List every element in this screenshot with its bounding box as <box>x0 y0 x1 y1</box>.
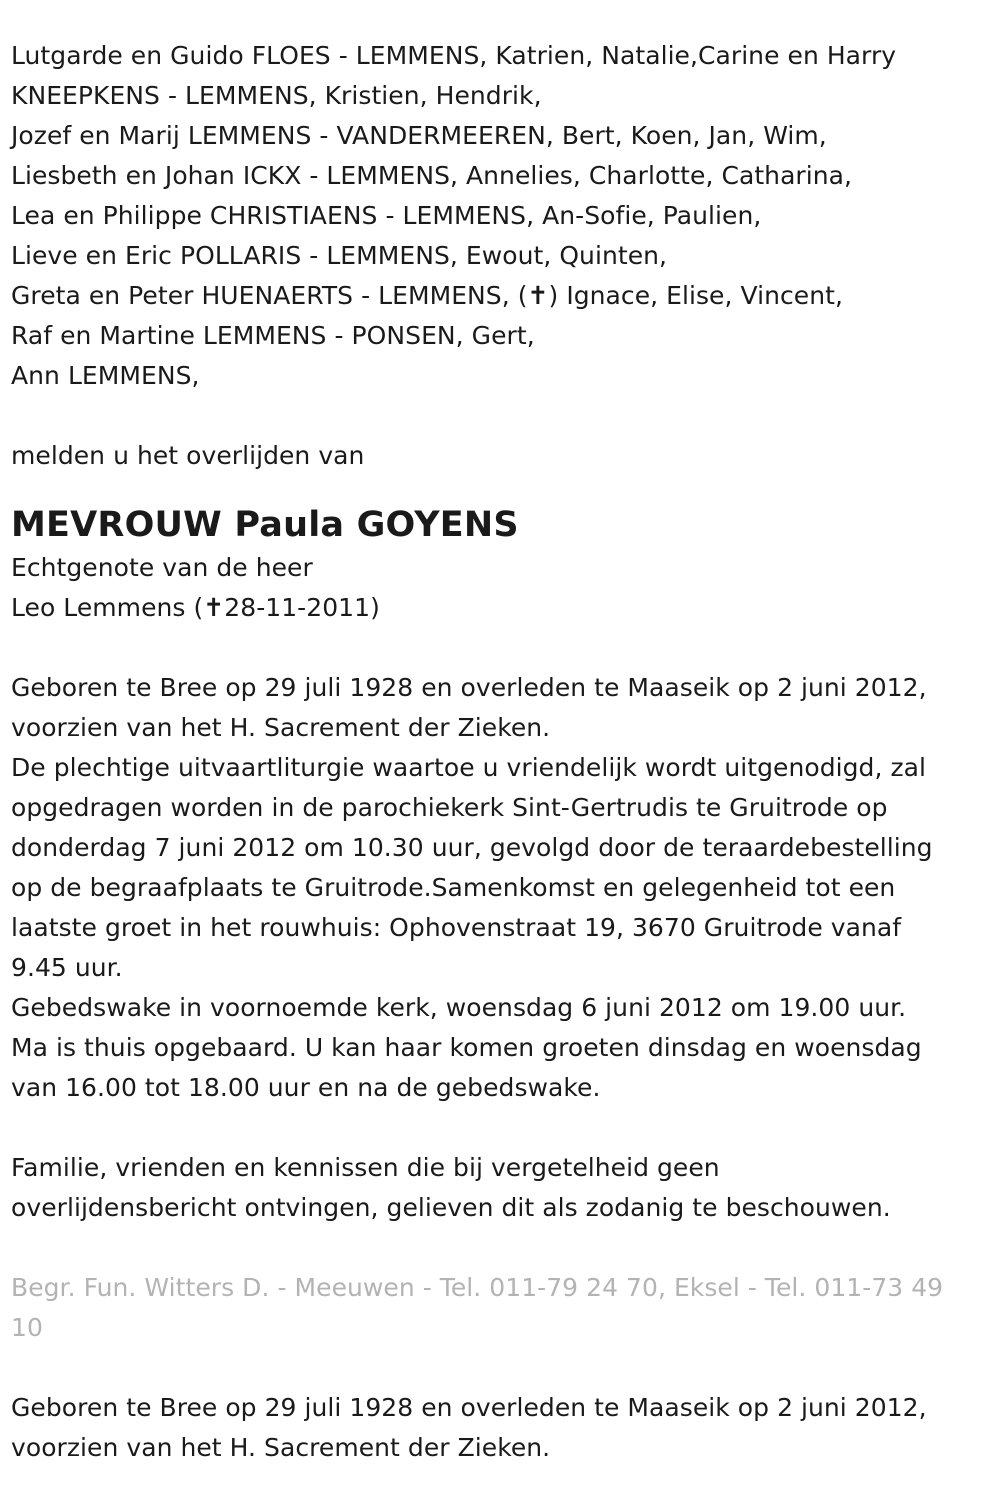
details-line: Geboren te Bree op 29 juli 1928 en overleden te Maaseik op 2 juni 2012, <box>11 673 927 702</box>
spacer <box>11 1348 1000 1388</box>
details-line: voorzien van het H. Sacrement der Zieken. <box>11 713 551 742</box>
notice-line: Familie, vrienden en kennissen die bij vergetelheid geen <box>11 1153 720 1182</box>
details-line: De plechtige uitvaartliturgie waartoe u vriendelijk wordt uitgenodigd, zal <box>11 753 926 782</box>
repeat-line: voorzien van het H. Sacrement der Zieken. <box>11 1433 551 1462</box>
notice-paragraph <box>11 1148 1000 1228</box>
spacer <box>11 1108 1000 1148</box>
details-line: 9.45 uur. <box>11 953 123 982</box>
family-list <box>11 36 1000 396</box>
funeral-home-info <box>11 1268 1000 1348</box>
spouse-line: Leo Lemmens (✝28-11-2011) <box>11 593 380 622</box>
family-line: Greta en Peter HUENAERTS - LEMMENS, (✝) Ignace, Elise, Vincent, <box>11 281 843 310</box>
funeral-details <box>11 668 1000 1108</box>
family-line: Liesbeth en Johan ICKX - LEMMENS, Annelies, Charlotte, Catharina, <box>11 161 853 190</box>
family-line: Lutgarde en Guido FLOES - LEMMENS, Katrien, Natalie,Carine en Harry <box>11 41 897 70</box>
family-line: Ann LEMMENS, <box>11 361 200 390</box>
announcement-text: melden u het overlijden van <box>11 441 365 470</box>
notice-line: overlijdensbericht ontvingen, gelieven dit als zodanig te beschouwen. <box>11 1193 891 1222</box>
details-line: laatste groet in het rouwhuis: Ophovenstraat 19, 3670 Gruitrode vanaf <box>11 913 902 942</box>
family-line: Lieve en Eric POLLARIS - LEMMENS, Ewout, Quinten, <box>11 241 668 270</box>
details-line: op de begraafplaats te Gruitrode.Samenkomst en gelegenheid tot een <box>11 873 896 902</box>
spacer <box>11 628 1000 668</box>
details-line: Ma is thuis opgebaard. U kan haar komen groeten dinsdag en woensdag <box>11 1033 922 1062</box>
spacer <box>11 1228 1000 1268</box>
spacer <box>11 396 1000 436</box>
details-line: Gebedswake in voornoemde kerk, woensdag 6 juni 2012 om 19.00 uur. <box>11 993 907 1022</box>
funeral-home-line: 10 <box>11 1313 43 1342</box>
details-line: donderdag 7 juni 2012 om 10.30 uur, gevolgd door de teraardebestelling <box>11 833 933 862</box>
family-line: Jozef en Marij LEMMENS - VANDERMEEREN, Bert, Koen, Jan, Wim, <box>11 121 827 150</box>
spouse-line: Echtgenote van de heer <box>11 553 313 582</box>
family-line: KNEEPKENS - LEMMENS, Kristien, Hendrik, <box>11 81 542 110</box>
details-line: opgedragen worden in de parochiekerk Sint-Gertrudis te Gruitrode op <box>11 793 888 822</box>
deceased-name: MEVROUW Paula GOYENS <box>11 505 519 545</box>
details-line: van 16.00 tot 18.00 uur en na de gebedswake. <box>11 1073 601 1102</box>
funeral-home-line: Begr. Fun. Witters D. - Meeuwen - Tel. 011-79 24 70, Eksel - Tel. 011-73 49 <box>11 1273 944 1302</box>
repeated-details <box>11 1388 1000 1468</box>
family-line: Raf en Martine LEMMENS - PONSEN, Gert, <box>11 321 535 350</box>
family-line: Lea en Philippe CHRISTIAENS - LEMMENS, An-Sofie, Paulien, <box>11 201 762 230</box>
repeat-line: Geboren te Bree op 29 juli 1928 en overleden te Maaseik op 2 juni 2012, <box>11 1393 927 1422</box>
